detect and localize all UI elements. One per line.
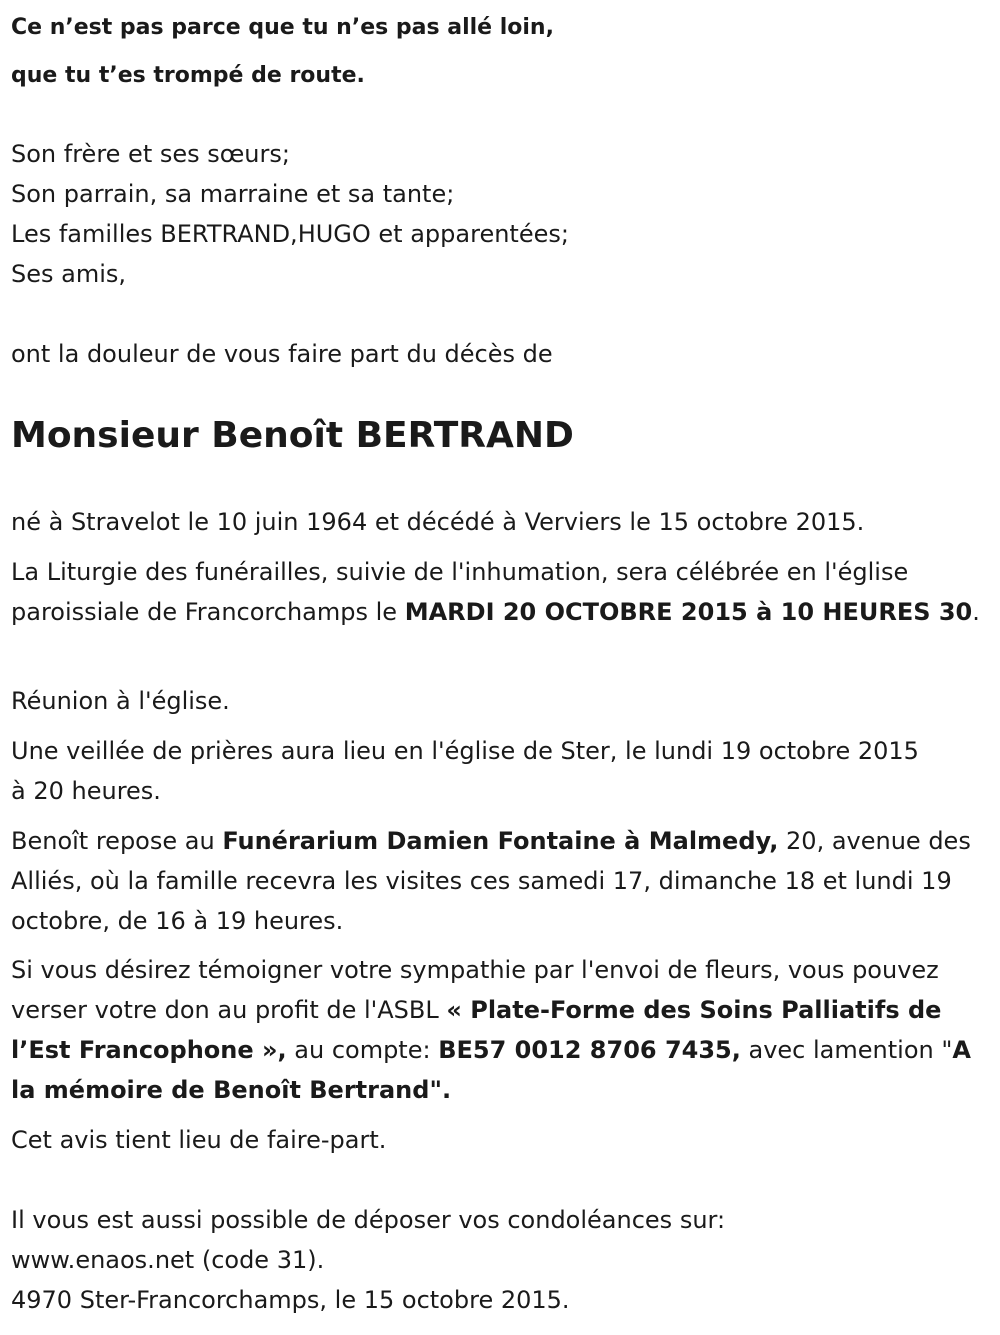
family-line-1: Son frère et ses sœurs;	[11, 140, 290, 168]
liturgy-paragraph	[11, 552, 993, 632]
announcement: ont la douleur de vous faire part du décès de	[11, 340, 553, 368]
epigraph-line-1: Ce n’est pas parce que tu n’es pas allé loin,	[11, 15, 554, 40]
condolences-link[interactable]: www.enaos.net (code 31).	[11, 1246, 325, 1274]
epigraph-line-2: que tu t’es trompé de route.	[11, 63, 365, 88]
family-line-2: Son parrain, sa marraine et sa tante;	[11, 180, 455, 208]
donation-paragraph	[11, 950, 993, 1110]
donation-mention-label: avec lamention "	[740, 1036, 953, 1064]
repose-start: Benoît repose au	[11, 827, 223, 855]
vigil: Une veillée de prières aura lieu en l'église de Ster, le lundi 19 octobre 2015 à 20 heures.	[11, 737, 919, 805]
donation-mention: A la mémoire de Benoît Bertrand".	[11, 1036, 971, 1104]
liturgy-end: .	[972, 598, 980, 626]
liturgy-text: La Liturgie des funérailles, suivie de l'inhumation, sera célébrée en l'église paroissiale de Francorchamps le	[11, 558, 909, 626]
repose-place: Funérarium Damien Fontaine à Malmedy,	[222, 827, 779, 855]
family-line-3: Les familles BERTRAND,HUGO et apparentées;	[11, 220, 569, 248]
epigraph	[11, 4, 554, 100]
deceased-name: Monsieur Benoît BERTRAND	[11, 415, 574, 456]
donation-start: Si vous désirez témoigner votre sympathie par l'envoi de fleurs, vous pouvez verser votre don au profit de l'ASBL	[11, 956, 939, 1024]
donation-account-label: au compte:	[286, 1036, 439, 1064]
condolences-place-date: 4970 Ster-Francorchamps, le 15 octobre 2015.	[11, 1286, 570, 1314]
meeting: Réunion à l'église.	[11, 687, 230, 715]
repose-paragraph	[11, 821, 986, 941]
repose-rest: 20, avenue des Alliés, où la famille recevra les visites ces samedi 17, dimanche 18 et lundi 19 octobre, de 16 à 19 heures.	[11, 827, 971, 935]
family-line-4: Ses amis,	[11, 260, 127, 288]
condolences	[11, 1200, 725, 1320]
notice: Cet avis tient lieu de faire-part.	[11, 1126, 387, 1154]
liturgy-datetime: MARDI 20 OCTOBRE 2015 à 10 HEURES 30	[404, 598, 973, 626]
family-list	[11, 134, 569, 294]
condolences-line-1: Il vous est aussi possible de déposer vos condoléances sur:	[11, 1206, 726, 1234]
birth-death: né à Stravelot le 10 juin 1964 et décédé à Verviers le 15 octobre 2015.	[11, 508, 865, 536]
donation-account: BE57 0012 8706 7435,	[438, 1036, 741, 1064]
donation-asbl: « Plate-Forme des Soins Palliatifs de l’Est Francophone »,	[11, 996, 942, 1064]
